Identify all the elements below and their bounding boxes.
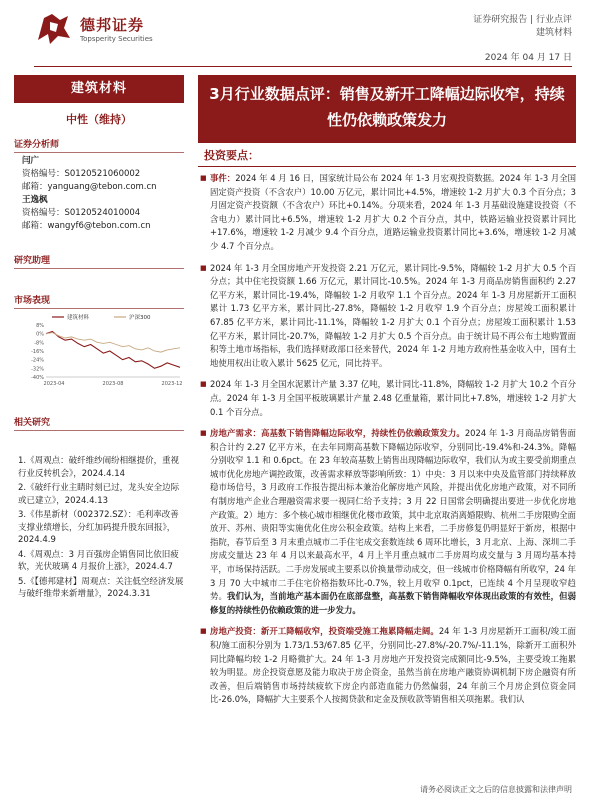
series-line-building-materials bbox=[46, 332, 180, 369]
chart-svg bbox=[22, 311, 184, 393]
document-industry: 建筑材料 bbox=[535, 28, 572, 38]
logo-english-name: Topsperity Securities bbox=[80, 35, 153, 43]
y-tick-label: 0% bbox=[36, 331, 44, 338]
paragraph-text: 2024 年 1-3 月全国水泥累计产量 3.37 亿吨，累计同比-11.8%，降幅较 1-2 月扩大 10.2 个百分点。2024 年 1-3 月全国平板玻璃累计产量 2.48 亿重量箱，累计同比+7.8%，增速较 1-2 月扩大 0.1 个百分点。 bbox=[210, 379, 576, 417]
paragraph-property-investment bbox=[200, 262, 576, 371]
paragraph-emphasis: 我们认为，当前地产基本面仍在底部盘整，高基数下销售降幅收窄体现出政策的有效性，但弱修复的持续性仍依赖政策的进一步发力。 bbox=[210, 591, 576, 615]
report-body bbox=[200, 172, 576, 782]
x-tick-label: 2023-12 bbox=[161, 381, 183, 387]
assistant-heading: 研究助理 bbox=[14, 253, 184, 269]
analyst1-name: 闫广 bbox=[22, 156, 40, 166]
related-report-4[interactable]: 4.《周观点：3 月百强房企销售同比依旧疲软，光伏玻璃 4 月报价上涨》，2024.4.7 bbox=[18, 549, 179, 572]
highlights-heading: 投资要点： bbox=[198, 147, 576, 167]
report-date: 2024 年 04 月 17 日 bbox=[484, 53, 572, 63]
paragraph-lead: 事件： bbox=[210, 173, 236, 183]
related-report-2[interactable]: 2.《破纤行业主睛时刻已过，龙头安全边际或已建立》，2024.4.13 bbox=[18, 483, 180, 506]
rating-label: 中性（维持） bbox=[66, 113, 132, 126]
legend-label: 建筑材料 bbox=[67, 315, 90, 321]
analyst1-email[interactable]: 邮箱：yanguang@tebon.com.cn bbox=[22, 182, 157, 192]
related-heading: 相关研究 bbox=[14, 415, 184, 431]
series-line-csi300 bbox=[46, 333, 180, 353]
analysts-heading: 证券分析师 bbox=[14, 137, 184, 153]
analyst1-cert: 资格编号：S0120521060002 bbox=[22, 169, 141, 179]
x-tick-label: 2023-04 bbox=[43, 381, 65, 387]
related-report-3[interactable]: 3.《伟星新材（002372.SZ）：毛利率改善支撑业绩增长，分红加码提升股东回报》，2024.4.9 bbox=[18, 510, 179, 545]
paragraph-text: 2024 年 1-3 月全国房地产开发投资 2.21 万亿元，累计同比-9.5%，降幅较 1-2 月扩大 0.5 个百分点；其中住宅投资额 1.66 万亿元，累计同比-10.5%。2024 年 1-3 月商品房销售面积约 2.27 亿平方米，累计同比-19.4%，降幅较 1-2 月收窄 1.1 个百分点。2024 年 1-3 月房屋新开工面积累计 1.73 亿平方米，累计同比-27.8%，降幅较 1-2 月收窄 1.9 个百分点；房屋竣工面积累计 67.85 亿平方米，累计同比-11.1%，降幅较 1-2 月扩大 0.1 个百分点；房屋竣工面积累计 1.53 亿平方米，累计同比-20.7%，降幅较 1-2 月扩大 0.5 个百分点。由于统计局不再公布土地购置面积等土地市场指标，我们选择财政部口径来替代，2024 年 1-2 月地方政府性基金收入中，国有土地使用权出让收入累计 5625 亿元，同比持平。 bbox=[210, 262, 576, 368]
y-tick-label: -40% bbox=[31, 375, 44, 381]
footer-disclaimer: 请务必阅读正文之后的信息披露和法律声明 bbox=[420, 785, 572, 794]
paragraph-property-demand bbox=[200, 427, 576, 617]
related-report-5[interactable]: 5.《【德邦建材】周观点：关注低空经济发展与破纤维带来新增量》，2024.3.31 bbox=[18, 576, 184, 599]
paragraph-lead: 房地产投资：新开工降幅收窄，投资端受施工拖累降幅走阔。 bbox=[210, 626, 439, 637]
y-tick-label: -16% bbox=[31, 349, 44, 355]
related-report-1[interactable]: 1.《周观点：破纤维纱闹纷相继提价，重视行业反转机会》，2024.4.14 bbox=[18, 456, 180, 479]
logo-chinese-name: 德邦证券 bbox=[80, 16, 145, 34]
analyst2-name: 王逸枫 bbox=[22, 195, 48, 205]
sidebar bbox=[14, 75, 184, 790]
paragraph-property-construction bbox=[200, 625, 576, 707]
company-logo bbox=[34, 8, 174, 52]
legend-label: 沪深300 bbox=[129, 315, 151, 321]
y-tick-label: -24% bbox=[31, 357, 44, 364]
y-tick-label: -32% bbox=[31, 366, 44, 373]
paragraph-text: 24 年 1-3 月房屋新开工面积/竣工面积/施工面积分别为 1.73/1.53/67.85 亿平，分别同比-27.8%/-20.7%/-11.1%，除新开工面积外同比降幅均较 1-2 月略微扩大。24 年 1-3 月房地产开发投资完成额同比-9.5%，主要受竣工拖累较为明显。房企投资意愿及能力取决于房企资金，虽然当前在房地产融资协调机制下房企融资有所改善，但后端销售市场持续疲软下房企内部造血能力仍然偏弱，24 年前三个月房企到位资金同比-26.0%，降幅扩大主要系个人按揭贷款和定金及预收款等销售相关项拖累。我们认 bbox=[210, 626, 576, 705]
tebon-logo-icon bbox=[34, 10, 74, 48]
market-performance-chart bbox=[22, 311, 184, 393]
report-title: 3月行业数据点评：销售及新开工降幅边际收窄，持续性仍依赖政策发力 bbox=[198, 75, 576, 143]
analyst2-email[interactable]: 邮箱：wangyf6@tebon.com.cn bbox=[22, 221, 151, 231]
paragraph-text: 2024 年 1-3 月商品房销售面积合计约 2.27 亿平方米，在去年同期高基数下降幅边际收窄，分别同比-19.4%和-24.3%。降幅分别收窄 1.1 和 0.6pct。在 23 年较高基数上销售出现降幅边际收窄，我们认为或主要受前期重点城市优化房地产调控政策，改善需求释放等影响所致：1）中央：3 月以来中央及监管部门持续释放稳市场信号，3 月政府工作报告提出标本兼治化解房地产风险，并提出优化房地产政策，对不同所有制房地产企业合理融资需求要一视同仁给予支持；3 月 22 日国常会明确提出要进一步优化房地产政策。2）地方：多个核心城市相继优化楼市政策，其中北京取消离婚限购、杭州二手房限购全面放开、苏州、贵阳等实施优化住房公积金政策。结构上来看，二手房修复仍明显好于新房，根据中指院，春节后至 3 月末重点城市二手住宅成交套数连续 6 周环比增长，3 月北京、上海、深圳二手房成交量达 23 年 4 月以来最高水平，4 月上半月重点城市二手房周均成交量与 3 月周均基本持平，市场保持活跃。二手房发展或主要系以价换量带动成交，但一线城市价格降幅有所收窄，24 年 3 月 70 大中城市二手住宅价格指数环比-0.7%，较上月收窄 0.1pct，已连续 4 个月呈现收窄趋势。 bbox=[210, 428, 576, 602]
market-heading: 市场表现 bbox=[14, 293, 184, 309]
paragraph-lead: 房地产需求：高基数下销售降幅边际收窄，持续性仍依赖政策发力。 bbox=[210, 428, 465, 439]
report-header bbox=[0, 0, 600, 70]
paragraph-text: 2024 年 4 月 16 日，国家统计局公布 2024 年 1-3 月宏观投资数据。2024 年 1-3 月全国固定资产投资（不含农户）10.00 万亿元，累计同比+4.5%，增速较 1-2 月扩大 0.3 个百分点；3 月固定资产投资额（不含农户）环比+0.14%。分项来看，2024 年 1-3 月基础设施建设投资（不含电力）累计同比+6.5%，增速较 1-2 月扩大 0.2 个百分点，其中，铁路运输业投资累计同比+17.6%，增速较 1-2 月减少 9.4 个百分点，道路运输业投资累计同比+3.6%，增速较 1-2 月减少 4.7 个百分点。 bbox=[210, 173, 576, 251]
analyst2-cert: 资格编号：S0120524010004 bbox=[22, 208, 141, 218]
paragraph-cement-glass bbox=[200, 378, 576, 419]
y-tick-label: 8% bbox=[36, 323, 44, 329]
document-type: 证券研究报告 | 行业点评 bbox=[473, 15, 572, 25]
x-tick-label: 2023-08 bbox=[102, 381, 124, 387]
related-reports-list bbox=[18, 455, 184, 603]
header-divider bbox=[34, 66, 572, 67]
y-tick-label: -8% bbox=[34, 340, 44, 347]
sector-label: 建筑材料 bbox=[14, 75, 184, 103]
paragraph-event bbox=[200, 172, 576, 254]
